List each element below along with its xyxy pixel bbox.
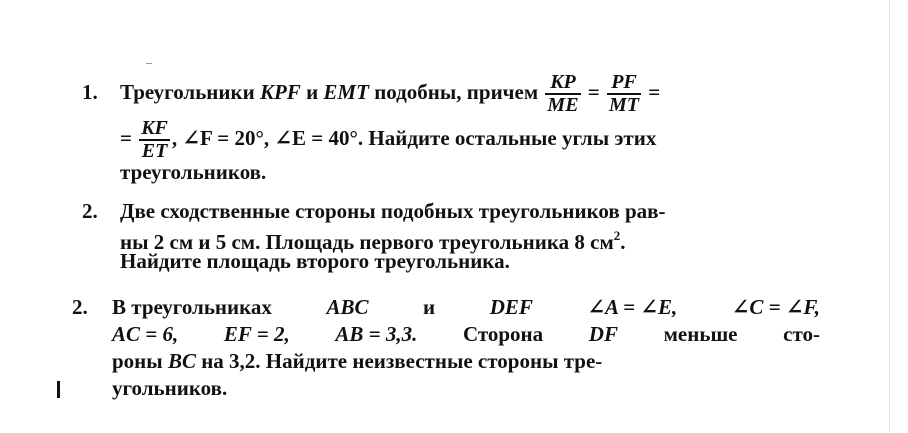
problem-1-text: Треугольники [120, 80, 260, 104]
numerator: PF [607, 72, 641, 95]
triangle-abc: ABC [326, 295, 369, 319]
problem-1-number: 1. [82, 80, 98, 104]
problem-2a-line-3: Найдите площадь второго треугольника. [120, 249, 510, 273]
side-ac: AC = 6, [112, 322, 179, 346]
word: сто- [783, 322, 820, 346]
word: Сторона [462, 322, 544, 346]
problem-2b-text: на 3,2. Найдите неизвестные стороны тре- [201, 349, 603, 373]
numerator: KP [545, 72, 580, 95]
problem-2b-line-2 [112, 322, 820, 346]
problem-2b-number: 2. [72, 295, 88, 319]
equals-sign: = [120, 126, 132, 150]
side-df: DF [588, 322, 618, 346]
equals-sign: = [648, 80, 661, 104]
problem-2b-line-3 [112, 349, 602, 373]
problem-1-angles-text: , ∠F = 20°, ∠E = 40°. Найдите остальные углы этих [171, 126, 657, 150]
triangle-def: DEF [489, 295, 533, 319]
problem-2a-text: ны 2 см и 5 см. Площадь первого треугольника 8 см [120, 230, 614, 254]
denominator: ET [141, 140, 168, 163]
text-cursor [57, 381, 60, 398]
problem-1-line-1 [120, 68, 660, 116]
fraction-kf-et [139, 118, 170, 162]
problem-1-text-2: подобны, причем [368, 80, 539, 104]
denominator: ME [547, 94, 579, 117]
right-edge [889, 0, 908, 433]
word: меньше [663, 322, 738, 346]
angle-equality-1: ∠A = ∠E, [587, 295, 678, 319]
problem-2a-number: 2. [82, 199, 98, 223]
word: роны [112, 349, 163, 373]
equals-sign: = [587, 80, 600, 104]
numerator: KF [141, 117, 168, 140]
problem-1-line-3: треугольников. [120, 160, 267, 184]
problem-2b-line-4: угольников. [112, 376, 228, 400]
problem-2a-line-1: Две сходственные стороны подобных треугольников рав- [120, 199, 666, 223]
superscript: 2 [613, 228, 621, 243]
period: . [620, 230, 626, 254]
side-bc: BC [167, 349, 196, 373]
word: и [423, 295, 436, 319]
problem-2b-line-1 [112, 295, 820, 319]
triangle-kpf: KPF [259, 80, 301, 104]
conjunction: и [300, 80, 324, 104]
side-ab: AB = 3,3. [335, 322, 418, 346]
fraction-pf-mt [607, 72, 641, 116]
problem-1-line-2 [120, 114, 656, 162]
scan-mark [146, 63, 152, 64]
fraction-kp-me [545, 72, 580, 116]
word: В треугольниках [112, 295, 272, 319]
triangle-emt: EMT [323, 80, 369, 104]
angle-equality-2: ∠C = ∠F, [731, 295, 820, 319]
denominator: MT [609, 94, 639, 117]
side-ef: EF = 2, [223, 322, 290, 346]
